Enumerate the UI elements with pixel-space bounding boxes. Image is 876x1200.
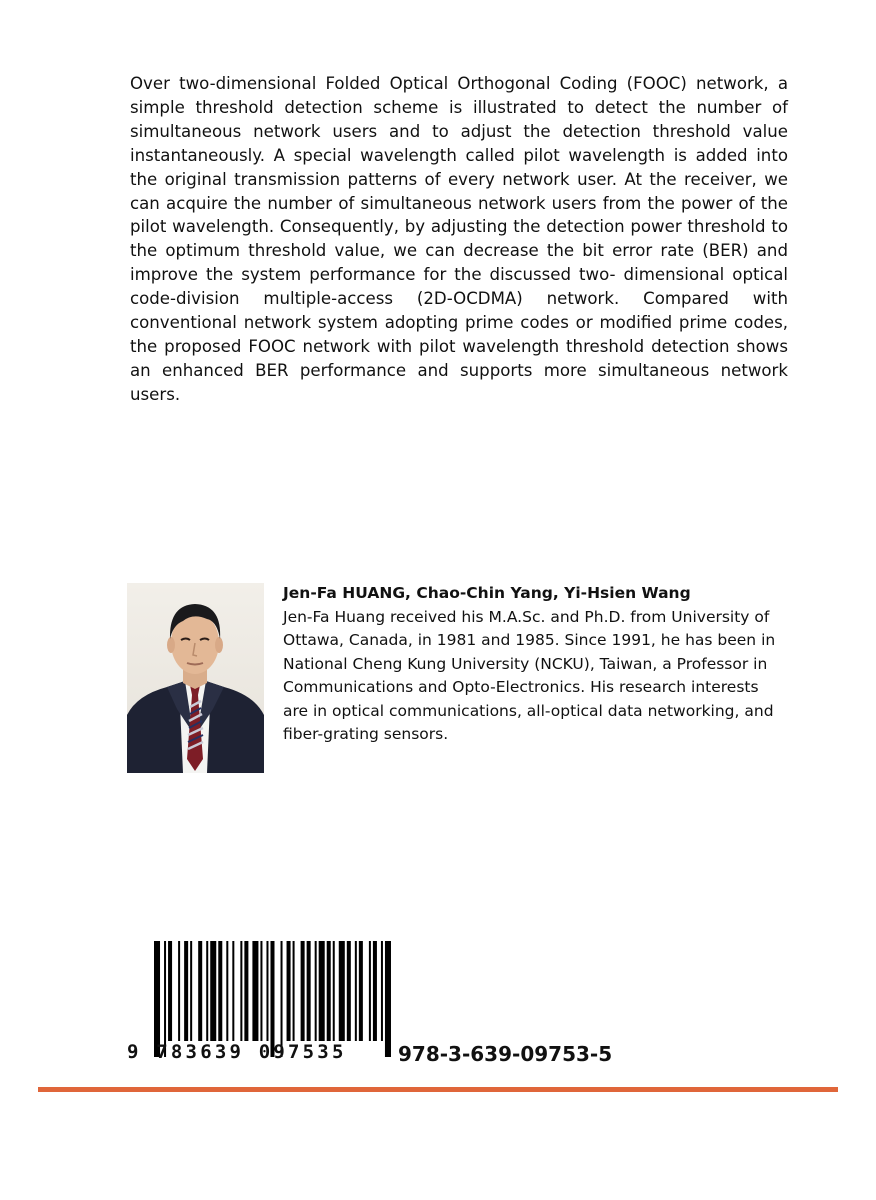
barcode-bar	[260, 941, 262, 1041]
barcode-bar	[315, 941, 317, 1041]
author-bio-block	[283, 582, 788, 747]
barcode-bar	[198, 941, 202, 1041]
barcode-bar	[206, 941, 208, 1041]
barcode-bars	[154, 941, 395, 1057]
barcode-bar	[307, 941, 311, 1041]
barcode-bar	[347, 941, 351, 1041]
barcode-bar	[293, 941, 295, 1041]
barcode-bar	[168, 941, 172, 1041]
barcode-bar	[339, 941, 345, 1041]
barcode-bar	[164, 941, 166, 1057]
barcode-bar	[301, 941, 305, 1041]
barcode-bar	[381, 941, 383, 1041]
barcode-bar	[266, 941, 268, 1041]
author-biography: Jen-Fa Huang received his M.A.Sc. and Ph.D. from University of Ottawa, Canada, in 1981 and 1985. Since 1991, he has been in National Cheng Kung University (NCKU), Taiwan, a Professor in Communications and Opto-Electronics. His research interests are in optical communications, all-optical data networking, and fiber-grating sensors.	[283, 607, 776, 743]
barcode-bar	[244, 941, 248, 1041]
barcode-bar	[240, 941, 242, 1041]
barcode	[127, 941, 417, 1071]
barcode-bar	[232, 941, 234, 1041]
author-names: Jen-Fa HUANG, Chao-Chin Yang, Yi-Hsien Wang	[283, 584, 691, 602]
accent-rule	[38, 1087, 838, 1092]
barcode-bar	[190, 941, 192, 1041]
barcode-bar	[327, 941, 331, 1041]
isbn-number: 978-3-639-09753-5	[398, 1042, 613, 1066]
barcode-bar	[281, 941, 283, 1057]
abstract-text: Over two-dimensional Folded Optical Orthogonal Coding (FOOC) network, a simple threshold detection scheme is illustrated to detect the number of simultaneous network users and to adjust the detection threshold value instantaneously. A special wavelength called pilot wavelength is added into the original transmission patterns of every network user. At the receiver, we can acquire the number of simultaneous network users from the power of the pilot wavelength. Consequently, by adjusting the detection power threshold to the optimum threshold value, we can decrease the bit error rate (BER) and improve the system performance for the discussed two- dimensional optical code-division multiple-access (2D-OCDMA) network. Compared with conventional network system adopting prime codes or modified prime codes, the proposed FOOC network with pilot wavelength threshold detection shows an enhanced BER performance and supports more simultaneous network users.	[130, 74, 788, 404]
barcode-bar	[319, 941, 325, 1041]
barcode-bar	[369, 941, 371, 1041]
barcode-bar	[178, 941, 180, 1041]
barcode-bar	[252, 941, 258, 1041]
barcode-bar	[373, 941, 377, 1041]
barcode-bar	[385, 941, 391, 1057]
barcode-bar	[210, 941, 216, 1041]
author-portrait	[127, 583, 264, 773]
barcode-bar	[287, 941, 291, 1041]
barcode-bar	[226, 941, 228, 1041]
barcode-bar	[333, 941, 335, 1041]
barcode-digits: 9 783639 097535	[127, 1041, 347, 1063]
barcode-bar	[355, 941, 357, 1041]
barcode-bar	[270, 941, 274, 1057]
barcode-bar	[154, 941, 160, 1057]
barcode-bar	[359, 941, 363, 1041]
barcode-bar	[184, 941, 188, 1041]
barcode-bar	[218, 941, 222, 1041]
